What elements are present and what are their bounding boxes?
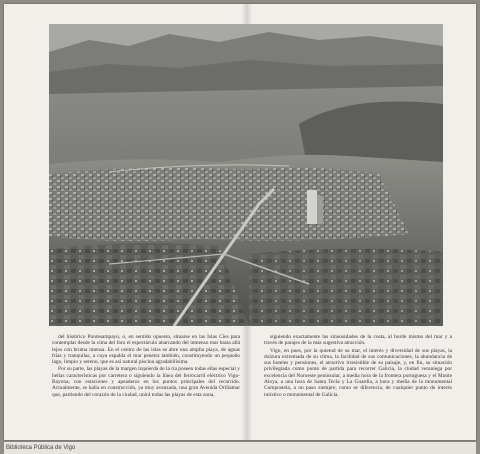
paragraph: del histórico Pontesampayo, o, en sentido opuesto, situarse en las Islas Cíes para contemplar desde la cima del faro el espectáculo abarcando del inmenso mar hasta allá lejos con bruma intensa. En el centro de las islas se abre una amplia playa, de aguas frías y tranquilas, a cuya espalda el mar penetra también, constituyendo un pequeño lago, limpio y sereno, que es así natural piscina agradabilísima. — [52, 334, 240, 366]
paragraph: siguiendo exactamente las sinuosidades de la costa, al borde mismo del mar y a través de parajes de la más sugestiva atracción. — [264, 334, 452, 347]
text-column-right — [264, 334, 452, 398]
paragraph: Vigo, en pues, por la quietud de su mar, el interés y diversidad de sus playas, la dulzura extremada de su clima, la facilidad de sus comunicaciones, la abundancia de sus hoteles y pensiones, el atractivo irresistible de su paisaje, y, en fin, su situación privilegiada como punto de partida para recorrer Galicia, la ciudad veraniega por excelencia del Noroeste peninsular, a media hora de la frontera portuguesa y el Monte Aloya, a una hora de Santa Tecla y La Guardia, a hora y media de la monumental Compostela, a un paso siempre, como se diferencia, de cualquier punto de interés turístico o monumental de Galicia. — [264, 347, 452, 398]
book-spread — [4, 4, 476, 440]
paragraph: Por su parte, las playas de la margen izquierda de la ría poseen todas ellas especial y bellas características por carretera o siguiendo la línea del ferrocarril eléctrico Vigo-Bayona, con estaciones y apeaderos en los puntos principales del recorrido. Actualmente, se halla en construcción, ya muy avanzada, una gran Avenida Orillamar que, partiendo del corazón de la ciudad, unirá todas las playas de esta zona, — [52, 366, 240, 398]
text-column-left — [52, 334, 240, 398]
library-footer: Biblioteca Pública de Vigo — [4, 442, 476, 454]
aerial-city-photo — [49, 24, 443, 326]
